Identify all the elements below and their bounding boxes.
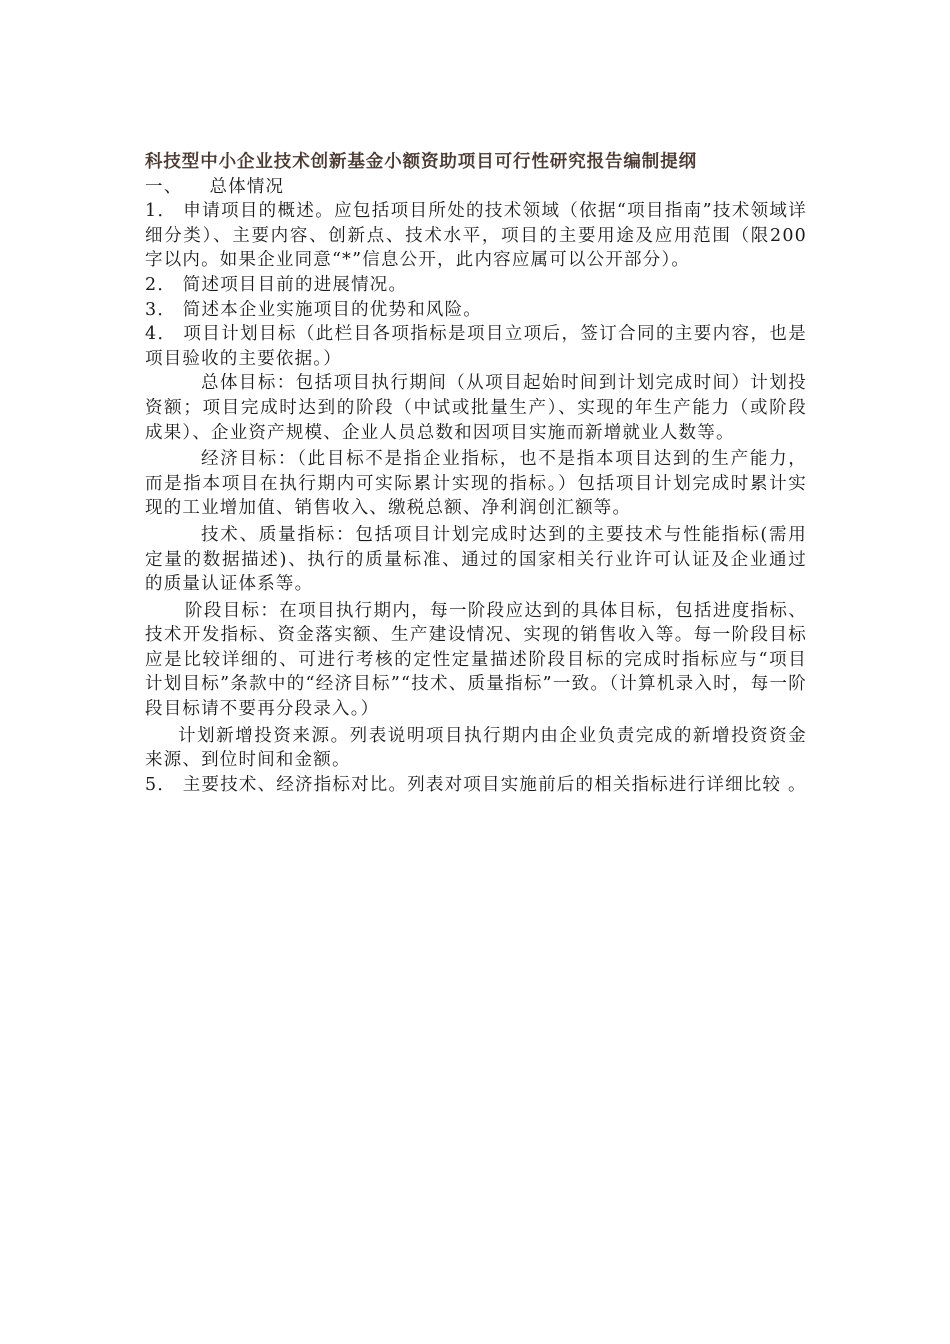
- document-title: 科技型中小企业技术创新基金小额资助项目可行性研究报告编制提纲: [145, 152, 697, 172]
- paragraph-item-2: 2． 简述项目目前的进展情况。: [145, 274, 408, 295]
- paragraph-item-4: 4． 项目计划目标（此栏目各项指标是项目立项后，签订合同的主要内容，也是项目验收的主要依据。）: [145, 324, 807, 369]
- section-heading: 一、 总体情况: [145, 176, 285, 197]
- paragraph-item-5: 5． 主要技术、经济指标对比。列表对项目实施前后的相关指标进行详细比较 。: [145, 774, 807, 795]
- paragraph-tech-quality: 技术、质量指标：包括项目计划完成时达到的主要技术与性能指标(需用定量的数据描述)、执行的质量标准、通过的国家相关行业许可认证及企业通过的质量认证体系等。: [145, 524, 807, 595]
- paragraph-investment-source: 计划新增投资来源。列表说明项目执行期内由企业负责完成的新增投资资金来源、到位时间和金额。: [145, 725, 807, 771]
- paragraph-stage-goal: 阶段目标：在项目执行期内，每一阶段应达到的具体目标，包括进度指标、技术开发指标、资金落实额、生产建设情况、实现的销售收入等。每一阶段目标应是比较详细的、可进行考核的定性定量描述阶段目标的完成时指标应与“项目计划目标”条款中的“经济目标”“技术、质量指标”一致。（计算机录入时，每一阶段目标请不要再分段录入。）: [145, 600, 807, 720]
- paragraph-overall-goal: 总体目标：包括项目执行期间（从项目起始时间到计划完成时间）计划投资额；项目完成时达到的阶段（中试或批量生产）、实现的年生产能力（或阶段成果）、企业资产规模、企业人员总数和因项目实施而新增就业人数等。: [145, 373, 807, 443]
- paragraph-item-3: 3． 简述本企业实施项目的优势和风险。: [145, 299, 482, 320]
- paragraph-item-1: 1． 申请项目的概述。应包括项目所处的技术领域（依据“项目指南”技术领域详细分类）、主要内容、创新点、技术水平，项目的主要用途及应用范围（限200字以内。如果企业同意“*”信息公开，此内容应属可以公开部分）。: [145, 201, 807, 271]
- document-body: [145, 150, 807, 797]
- paragraph-economic-goal: 经济目标：（此目标不是指企业指标，也不是指本项目达到的生产能力，而是指本项目在执行期内可实际累计实现的指标。）包括项目计划完成时累计实现的工业增加值、销售收入、缴税总额、净利润创汇额等。: [145, 449, 807, 519]
